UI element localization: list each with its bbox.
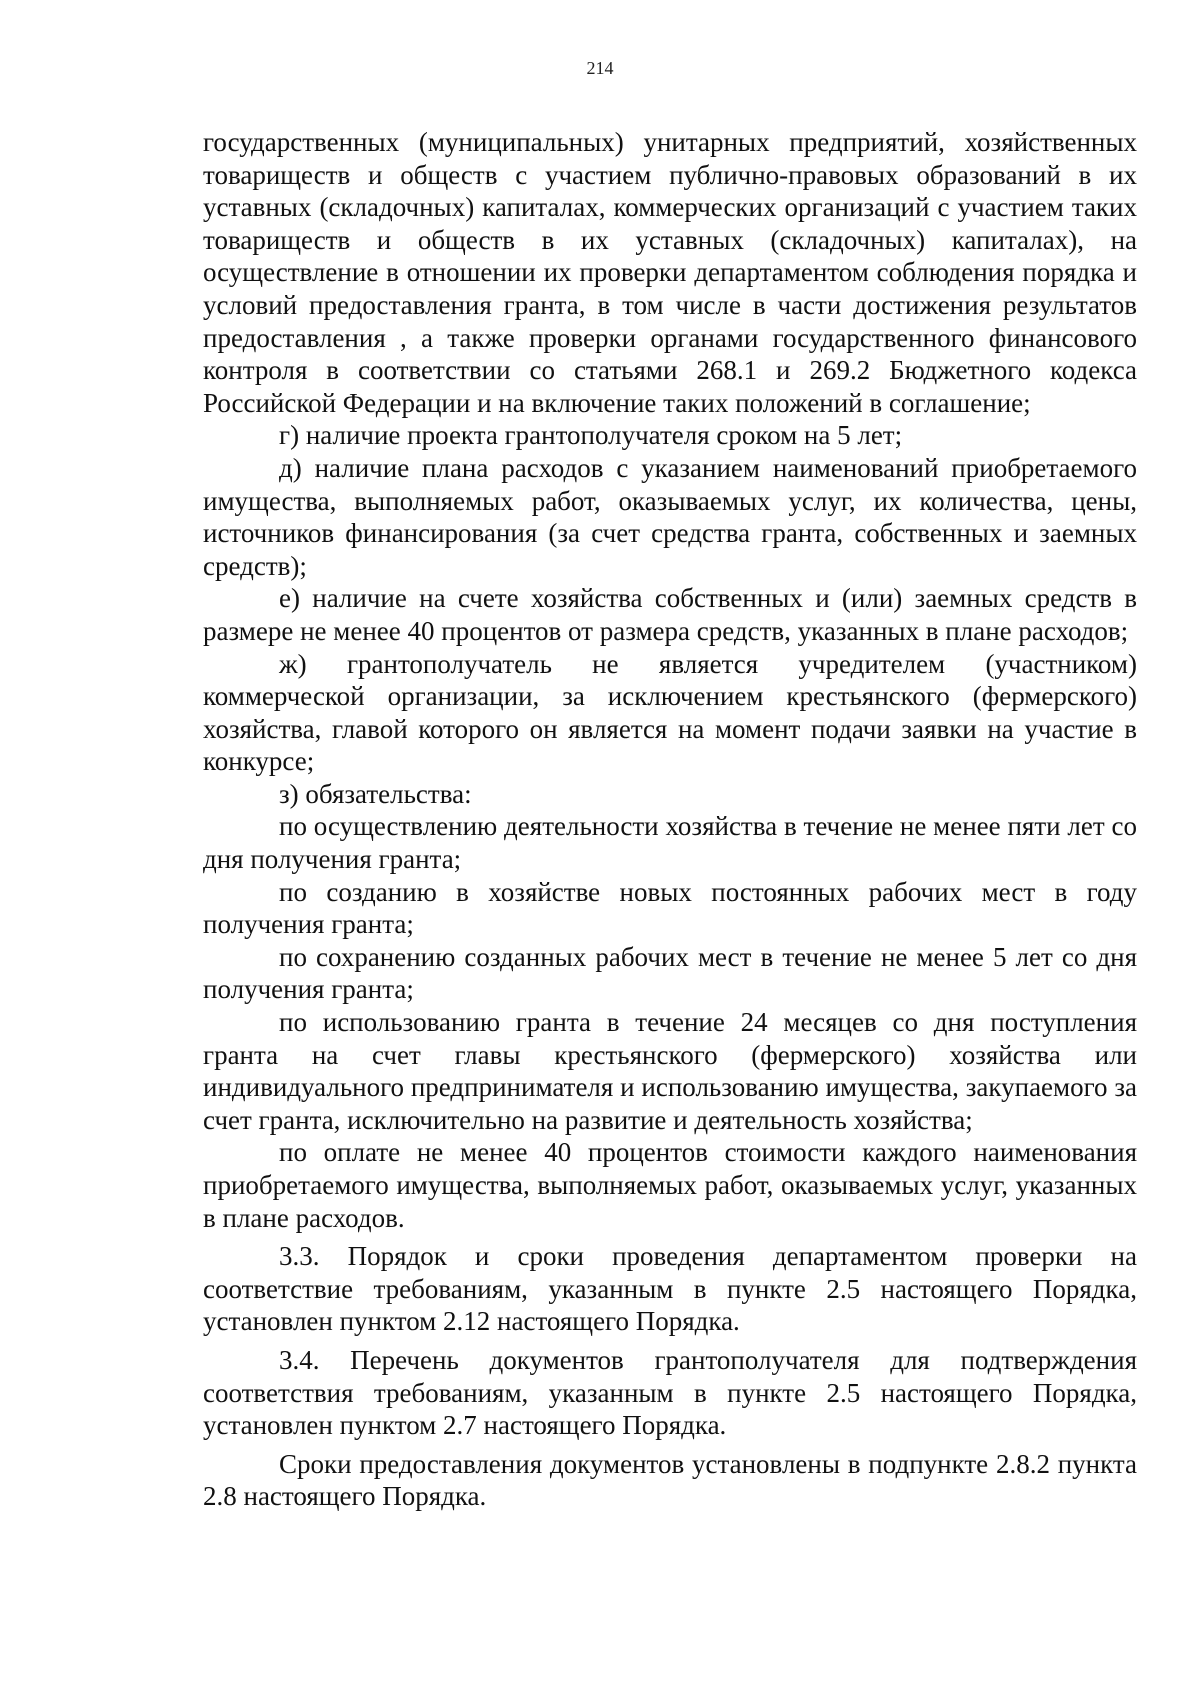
paragraph-section-3-3: 3.3. Порядок и сроки проведения департаментом проверки на соответствие требованиям, указанным в пункте 2.5 настоящего Порядка, установлен пунктом 2.12 настоящего Порядка. [203, 1241, 1137, 1337]
page-number: 214 [586, 58, 614, 78]
paragraph-section-3-4: 3.4. Перечень документов грантополучателя для подтверждения соответствия требованиям, указанным в пункте 2.5 настоящего Порядка, установлен пунктом 2.7 настоящего Порядка. [203, 1344, 1137, 1441]
paragraph-item-d: д) наличие плана расходов с указанием наименований приобретаемого имущества, выполняемых работ, оказываемых услуг, их количества, цены, источников финансирования (за счет средства гранта, собственных и заемных средств); [203, 452, 1137, 581]
paragraph-obligation-5: по оплате не менее 40 процентов стоимости каждого наименования приобретаемого имущества, выполняемых работ, оказываемых услуг, указанных в плане расходов. [203, 1137, 1137, 1233]
paragraph-deadlines: Сроки предоставления документов установлены в подпункте 2.8.2 пункта 2.8 настоящего Порядка. [203, 1448, 1137, 1512]
paragraph-continuation: государственных (муниципальных) унитарных предприятий, хозяйственных товариществ и обществ с участием публично-правовых образований в их уставных (складочных) капиталах, коммерческих организаций с участием таких товариществ и обществ в их уставных (складочных) капиталах), на осуществление в отношении их проверки департаментом соблюдения порядка и условий предоставления гранта, в том числе в части достижения результатов предоставления , а также проверки органами государственного финансового контроля в соответствии со статьями 268.1 и 269.2 Бюджетного кодекса Российской Федерации и на включение таких положений в соглашение; [203, 127, 1137, 418]
paragraph-item-zh: ж) грантополучатель не является учредителем (участником) коммерческой организации, за исключением крестьянского (фермерского) хозяйства, главой которого он является на момент подачи заявки на участие в конкурсе; [203, 648, 1137, 777]
paragraph-item-z: з) обязательства: [279, 778, 472, 809]
paragraph-item-e: е) наличие на счете хозяйства собственных и (или) заемных средств в размере не менее 40 процентов от размера средств, указанных в плане расходов; [203, 583, 1137, 646]
document-body [203, 126, 1137, 1513]
paragraph-obligation-2: по созданию в хозяйстве новых постоянных рабочих мест в году получения гранта; [203, 876, 1137, 940]
paragraph-obligation-4: по использованию гранта в течение 24 месяцев со дня поступления гранта на счет главы крестьянского (фермерского) хозяйства или индивидуального предпринимателя и использованию имущества, закупаемого за счет гранта, исключительно на развитие и деятельность хозяйства; [203, 1007, 1137, 1135]
paragraph-item-g: г) наличие проекта грантополучателя сроком на 5 лет; [279, 420, 903, 451]
paragraph-obligation-3: по сохранению созданных рабочих мест в течение не менее 5 лет со дня получения гранта; [203, 941, 1137, 1005]
paragraph-obligation-1: по осуществлению деятельности хозяйства в течение не менее пяти лет со дня получения гранта; [203, 811, 1137, 875]
